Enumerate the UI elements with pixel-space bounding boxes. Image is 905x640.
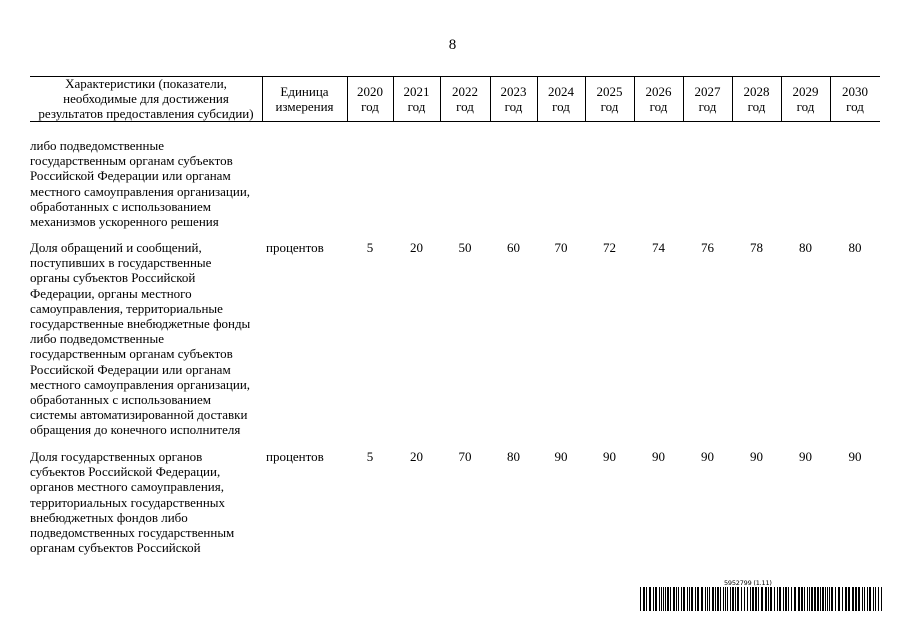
row-description: Доля обращений и сообщений, поступивших в государственные органы субъектов Российской Федерации, органы местного самоуправления, территориальные государственные внебюджетные фонды либо подведомственные государственным органам субъектов Российской Федерации или органам местного самоуправления организации, обработанных с использованием системы автоматизированной доставки обращения до конечного исполнителя xyxy=(30,240,251,438)
row-value: 76 xyxy=(701,240,714,255)
barcode-bar xyxy=(785,587,787,611)
barcode-bar xyxy=(788,587,789,611)
row-description: Доля государственных органов субъектов Российской Федерации, органов местного самоуправления, территориальных государственных внебюджетных фондов либо подведомственных государственным органам субъектов Российской xyxy=(30,449,235,556)
barcode-bar xyxy=(683,587,685,611)
header-column-divider xyxy=(683,76,684,121)
barcode-bar xyxy=(845,587,847,611)
barcode-bar xyxy=(723,587,724,611)
barcode-bar xyxy=(791,587,792,611)
barcode-bar xyxy=(681,587,682,611)
barcode-bar xyxy=(817,587,819,611)
barcode-bar xyxy=(673,587,675,611)
barcode-bar xyxy=(798,587,800,611)
barcode-bar xyxy=(735,587,736,611)
barcode-bar xyxy=(761,587,763,611)
header-column-divider xyxy=(262,76,263,121)
table-header-rule xyxy=(30,121,880,122)
header-year-8: 2028 год xyxy=(743,83,770,114)
barcode-bar xyxy=(842,587,843,611)
row-value: 80 xyxy=(799,240,812,255)
barcode-bar xyxy=(774,587,775,611)
row-unit: процентов xyxy=(266,240,324,255)
barcode-bar xyxy=(820,587,821,611)
barcode-bar xyxy=(730,587,731,611)
header-column-divider xyxy=(830,76,831,121)
row-value: 5 xyxy=(366,240,374,255)
barcode-bar xyxy=(881,587,882,611)
barcode-bar xyxy=(755,587,757,611)
barcode-bar xyxy=(873,587,874,611)
barcode-bar xyxy=(822,587,824,611)
barcode-bar xyxy=(801,587,803,611)
row-value: 80 xyxy=(507,449,520,464)
barcode-bar xyxy=(717,587,719,611)
barcode-bar xyxy=(670,587,671,611)
row-value: 90 xyxy=(603,449,616,464)
barcode-bar xyxy=(835,587,836,611)
header-column-divider xyxy=(347,76,348,121)
header-year-5: 2025 год xyxy=(596,83,623,114)
barcode-bar xyxy=(862,587,863,611)
barcode-bar xyxy=(727,587,728,611)
header-column-divider xyxy=(537,76,538,121)
barcode-bar xyxy=(831,587,833,611)
row-value: 90 xyxy=(848,449,862,464)
row-value: 90 xyxy=(652,449,665,464)
barcode-bar xyxy=(814,587,816,611)
barcode-bar xyxy=(750,587,751,611)
barcode-bar xyxy=(747,587,748,611)
barcode-bar xyxy=(732,587,734,611)
barcode-bar xyxy=(794,587,796,611)
barcode-bar xyxy=(869,587,871,611)
barcode-bar xyxy=(653,587,654,611)
row-value: 50 xyxy=(458,240,472,255)
barcode-bar xyxy=(709,587,710,611)
header-characteristic: Характеристики (показатели, необходимые для достижения результатов предоставления субсидии) xyxy=(38,76,254,121)
header-column-divider xyxy=(732,76,733,121)
barcode-bar xyxy=(811,587,813,611)
barcode-bar xyxy=(667,587,669,611)
header-unit: Единица измерения xyxy=(275,83,334,114)
barcode-bar xyxy=(825,587,826,611)
header-column-divider xyxy=(393,76,394,121)
barcode-bar xyxy=(649,587,651,611)
row-value: 60 xyxy=(507,240,520,255)
row-value: 70 xyxy=(458,449,472,464)
barcode-bar xyxy=(838,587,840,611)
header-year-9: 2029 год xyxy=(792,83,819,114)
header-column-divider xyxy=(634,76,635,121)
barcode-bar xyxy=(737,587,739,611)
barcode-bar xyxy=(646,587,647,611)
barcode-bar xyxy=(720,587,721,611)
barcode-bar xyxy=(691,587,693,611)
header-year-0: 2020 год xyxy=(357,83,383,114)
header-year-7: 2027 год xyxy=(694,83,721,114)
row-value: 90 xyxy=(701,449,714,464)
barcode-bar xyxy=(804,587,805,611)
barcode-bar xyxy=(705,587,706,611)
barcode-bar xyxy=(695,587,696,611)
barcode-bar xyxy=(864,587,865,611)
barcode-bar xyxy=(855,587,857,611)
row-value: 70 xyxy=(554,240,568,255)
barcode-bar xyxy=(663,587,664,611)
row-value: 72 xyxy=(603,240,616,255)
barcode-bar xyxy=(809,587,810,611)
row-value: 90 xyxy=(799,449,812,464)
barcode-bar xyxy=(758,587,759,611)
barcode-bar xyxy=(783,587,784,611)
header-column-divider xyxy=(585,76,586,121)
barcode-bar xyxy=(768,587,769,611)
barcode-bar xyxy=(640,587,641,611)
header-column-divider xyxy=(440,76,441,121)
row-value: 78 xyxy=(750,240,763,255)
page-number: 8 xyxy=(448,37,457,53)
barcode-bar xyxy=(752,587,754,611)
barcode-bar xyxy=(659,587,660,611)
barcode-bar xyxy=(715,587,716,611)
row-unit: процентов xyxy=(266,449,324,464)
barcode-bar xyxy=(725,587,726,611)
header-column-divider xyxy=(781,76,782,121)
barcode-bar xyxy=(712,587,714,611)
barcode-bar xyxy=(701,587,703,611)
barcode-bar xyxy=(770,587,772,611)
barcode-bar xyxy=(848,587,850,611)
barcode-caption: 5952799 (1.11) xyxy=(724,579,772,587)
barcode-bar xyxy=(697,587,699,611)
row-value: 90 xyxy=(750,449,763,464)
row-value: 5 xyxy=(366,449,374,464)
barcode-bar xyxy=(777,587,778,611)
barcode-bar xyxy=(643,587,645,611)
row-description: либо подведомственные государственным органам субъектов Российской Федерации или органам местного самоуправления организации, обработанных с использованием механизмов ускоренного решения xyxy=(30,138,251,230)
barcode-bar xyxy=(655,587,657,611)
barcode-bar xyxy=(779,587,781,611)
barcode-bar xyxy=(852,587,854,611)
barcode-bar xyxy=(687,587,688,611)
header-year-6: 2026 год xyxy=(645,83,672,114)
header-year-2: 2022 год xyxy=(452,83,478,114)
header-year-3: 2023 год xyxy=(500,83,527,114)
barcode-bar xyxy=(678,587,679,611)
row-value: 74 xyxy=(652,240,665,255)
barcode-bar xyxy=(744,587,745,611)
barcode-bar xyxy=(878,587,879,611)
row-value: 90 xyxy=(554,449,568,464)
barcode-bar xyxy=(689,587,690,611)
barcode-bar xyxy=(707,587,708,611)
barcode-bar xyxy=(741,587,742,611)
barcode-bar xyxy=(661,587,662,611)
header-year-10: 2030 год xyxy=(842,83,868,114)
header-year-1: 2021 год xyxy=(403,83,430,114)
barcode-bar xyxy=(765,587,767,611)
barcode-bar xyxy=(665,587,666,611)
barcode-bar xyxy=(867,587,868,611)
barcode-bar xyxy=(875,587,876,611)
row-value: 20 xyxy=(410,240,423,255)
barcode-bar xyxy=(807,587,808,611)
barcode-bar xyxy=(676,587,677,611)
row-value: 80 xyxy=(848,240,862,255)
row-value: 20 xyxy=(410,449,423,464)
barcode-image xyxy=(640,587,884,611)
header-year-4: 2024 год xyxy=(548,83,574,114)
barcode-bar xyxy=(858,587,860,611)
header-column-divider xyxy=(490,76,491,121)
barcode-bar xyxy=(827,587,828,611)
barcode-bar xyxy=(829,587,830,611)
